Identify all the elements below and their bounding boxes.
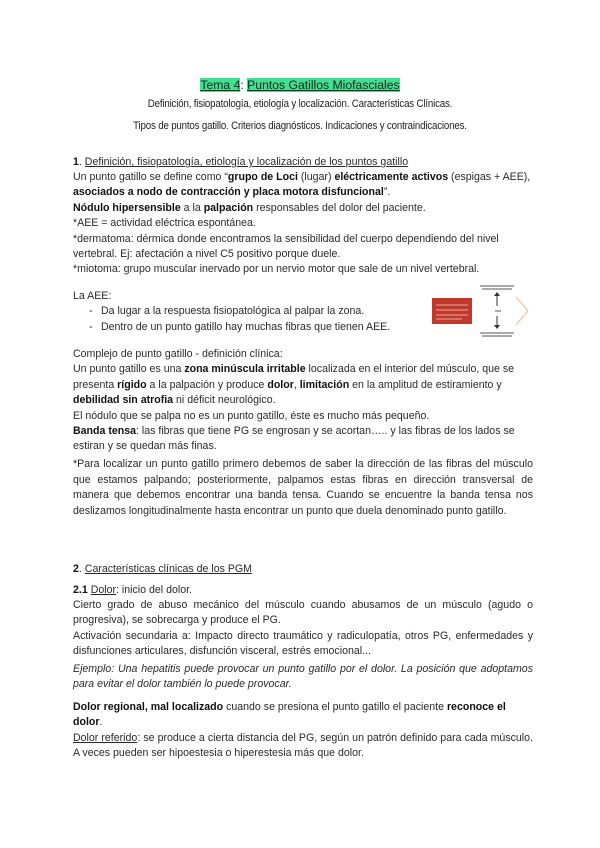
complejo-text: localizada en el interior del músculo, que se presenta <box>73 363 515 391</box>
diagram-bracket <box>516 297 528 325</box>
aee-list <box>73 304 413 335</box>
aee-label: La AEE: <box>73 290 112 302</box>
banda-tensa-label: Banda tensa <box>73 425 136 438</box>
dolor-regional-text: cuando se presiona el punto gatillo el paciente <box>223 701 447 713</box>
def-bold: eléctricamente activos <box>334 171 449 183</box>
diagram-svg <box>432 283 532 341</box>
dolor-regional-bold: , <box>144 701 151 713</box>
diagram-arrowhead <box>494 325 500 329</box>
activacion-paragraph: Activación secundaria a: Impacto directo traumático y radiculopatía, otros PG, enfermedades y disfunciones articulares, disfunción visceral, estrés emocional... <box>73 630 533 658</box>
diagram-arrowhead <box>494 292 500 296</box>
dolor-regional-bold: Dolor regional <box>73 701 145 713</box>
def-text: (lugar) <box>297 171 335 183</box>
dolor-referido-paragraph <box>73 731 533 762</box>
complejo-bold: rígido <box>117 378 147 391</box>
def-text: ”. <box>383 186 391 199</box>
aee-block <box>73 289 413 335</box>
document-title <box>0 78 600 92</box>
complejo-text: , <box>293 378 300 391</box>
dermatoma-note: *dermatoma: dérmica donde encontramos la sensibilidad del cuerpo dependiendo del nivel vertebral. Ej: afectación a nivel C5 positivo porque duele. <box>73 232 499 261</box>
dolor-regional-text: . <box>99 716 103 729</box>
banda-tensa-text: : las fibras que tiene PG se engrosan y se acortan….. y las fibras de los lados se estiran y se quedan más finas. <box>73 425 515 453</box>
dolor-regional-bold: mal localizado <box>150 701 224 713</box>
def-bold: asociados a nodo de contracción y placa motora disfuncional <box>73 186 384 199</box>
complejo-bold: debilidad sin atrofia <box>73 394 174 407</box>
aee-note: *AEE = actividad eléctrica espontánea. <box>73 217 256 230</box>
def-bold: palpación <box>203 201 254 214</box>
section-2-number: 2 <box>73 563 79 575</box>
def-text: responsables del dolor del paciente. <box>253 201 426 214</box>
def-bold: Nódulo hipersensible <box>73 201 181 214</box>
complejo-bold: limitación <box>299 378 350 391</box>
subsection-number: 2.1 <box>73 584 88 596</box>
complejo-text: en la amplitud de estiramiento y <box>349 378 502 391</box>
section-1-heading: 1. Definición, fisiopatología, etiología y localización de los puntos gatillo <box>73 156 409 168</box>
subsection-title: Dolor <box>90 584 117 596</box>
complejo-text: Un punto gatillo es una <box>73 363 185 376</box>
section-1-number: 1 <box>73 156 79 168</box>
section-2-title: Características clínicas de los PGM <box>84 563 252 575</box>
list-item: - Da lugar a la respuesta fisiopatológica al palpar la zona. <box>73 304 413 319</box>
ejemplo-paragraph: Ejemplo: Una hepatitis puede provocar un punto gatillo por el dolor. La posición que adoptamos para evitar el dolor también lo puede provocar. <box>73 663 533 691</box>
definition-paragraph <box>73 170 533 278</box>
dolor-referido-label: Dolor referido <box>73 732 138 744</box>
localizacion-note: *Para localizar un punto gatillo primero debemos de saber la dirección de las fibras del músculo que estamos palpando; posteriormente, palpamos estas fibras en dirección transversal de manera que debemos encontrar una banda tensa. Cuando se encuentre la banda tensa nos deslizamos longitudinalmente hasta encontrar un punto que duela denominado punto gatillo. <box>73 458 533 517</box>
dolor-regional-bold: reconoce el dolor <box>73 701 506 729</box>
aee-diagram <box>432 283 532 341</box>
section-1-title: Definición, fisiopatología, etiología y localización de los puntos gatillo <box>84 156 409 168</box>
list-item: - Dentro de un punto gatillo hay muchas fibras que tienen AEE. <box>73 320 413 335</box>
title-separator: : <box>240 78 248 92</box>
title-name: Puntos Gatillos Miofasciales <box>247 78 400 92</box>
complejo-text: a la palpación y produce <box>146 378 268 391</box>
title-tema: Tema 4 <box>200 78 241 92</box>
complejo-block <box>73 347 533 455</box>
def-bold: grupo de Loci <box>227 171 298 183</box>
abuso-paragraph: Cierto grado de abuso mecánico del músculo cuando abusamos de un músculo (agudo o progresiva), se sobrecarga y produce el PG. <box>73 599 533 627</box>
def-text: Un punto gatillo se define como “ <box>73 171 228 183</box>
section-2-heading: 2. Características clínicas de los PGM <box>73 563 252 575</box>
dolor-block <box>73 583 533 598</box>
subtitle-line-2: Tipos de puntos gatillo. Criterios diagnósticos. Indicaciones y contraindicaciones. <box>133 120 467 132</box>
nodulo-note: El nódulo que se palpa no es un punto gatillo, éste es mucho más pequeño. <box>73 409 430 422</box>
dolor-regional-paragraph <box>73 700 533 731</box>
subtitle-line-1: Definición, fisiopatología, etiología y localización. Características Clínicas. <box>147 98 453 110</box>
complejo-bold: zona minúscula irritable <box>184 363 306 376</box>
complejo-heading: Complejo de punto gatillo - definición clínica: <box>73 348 283 360</box>
complejo-text: ni déficit neurológico. <box>173 394 276 407</box>
def-text: (espigas + AEE), <box>448 171 531 183</box>
miotoma-note: *miotoma: grupo muscular inervado por un nervio motor que sale de un nivel vertebral. <box>73 263 480 276</box>
dolor-referido-text: : se produce a cierta distancia del PG, según un patrón definido para cada músculo. A veces pueden ser hipoestesia o hiperestesia más que dolor. <box>73 732 533 760</box>
diagram-red-box <box>432 298 472 324</box>
complejo-bold: dolor <box>267 378 294 391</box>
subsection-rest: : inicio del dolor. <box>116 584 192 596</box>
def-text: a la <box>180 201 204 214</box>
